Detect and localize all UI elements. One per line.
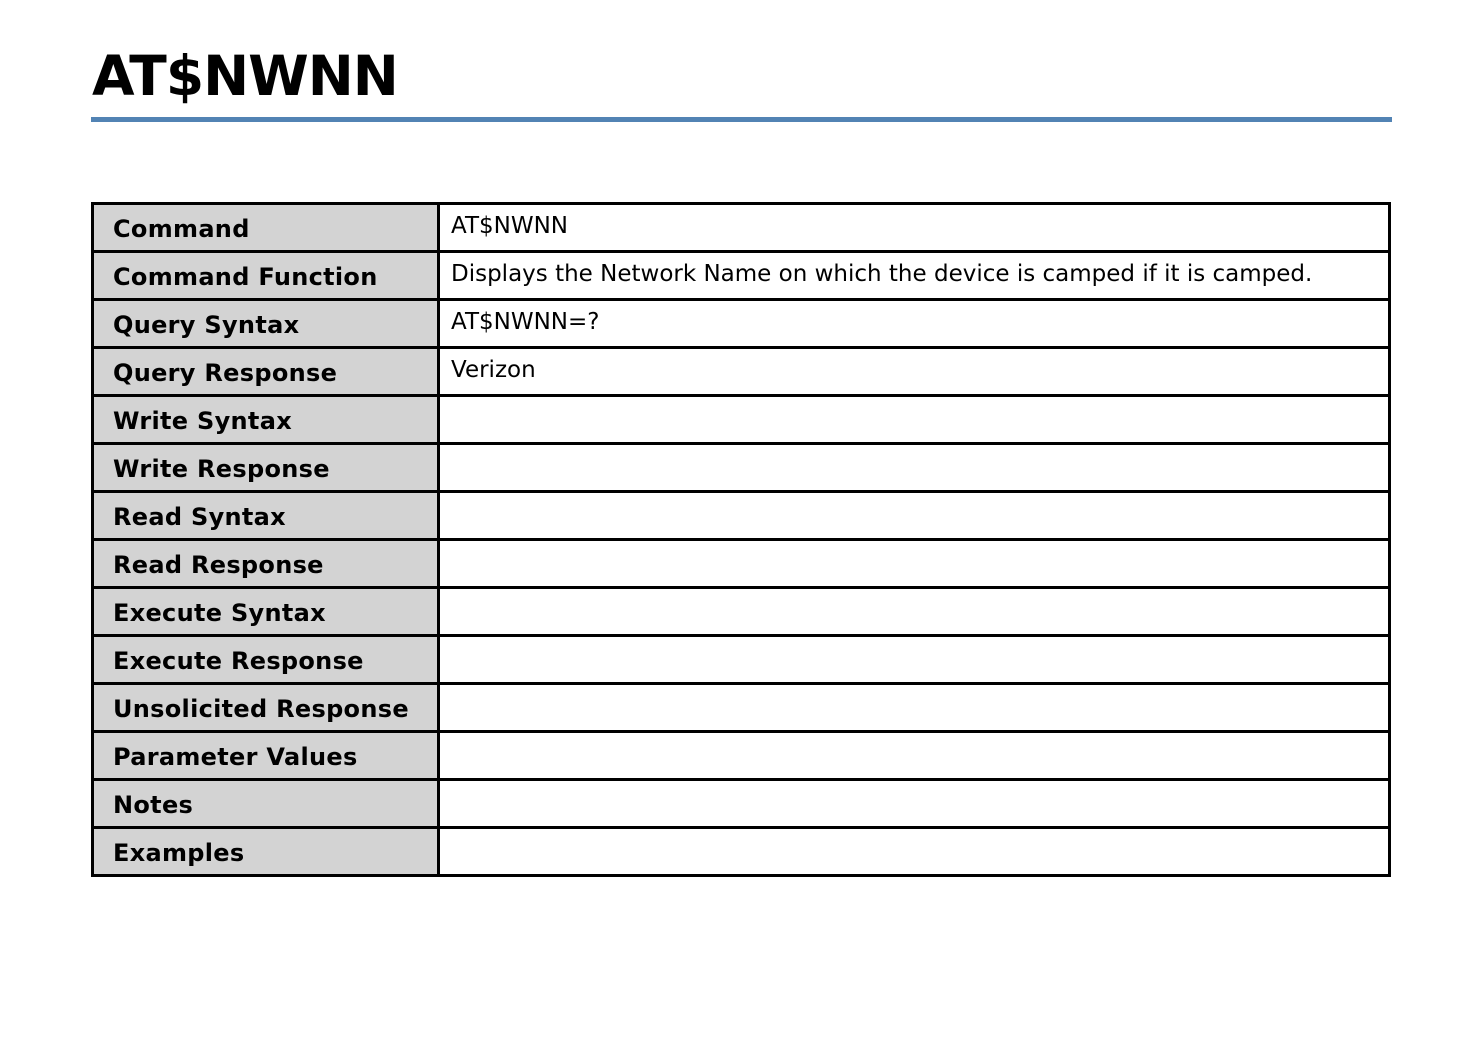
table-row	[93, 684, 1390, 732]
row-value-query-response: Verizon	[439, 348, 1390, 396]
row-label-query-response: Query Response	[93, 348, 439, 396]
table-row	[93, 492, 1390, 540]
row-value-unsolicited-response	[439, 684, 1390, 732]
row-value-execute-response	[439, 636, 1390, 684]
row-label-execute-response: Execute Response	[93, 636, 439, 684]
row-label-command-function: Command Function	[93, 252, 439, 300]
row-value-notes	[439, 780, 1390, 828]
row-label-parameter-values: Parameter Values	[93, 732, 439, 780]
row-value-read-syntax	[439, 492, 1390, 540]
row-label-query-syntax: Query Syntax	[93, 300, 439, 348]
table-row	[93, 636, 1390, 684]
row-label-execute-syntax: Execute Syntax	[93, 588, 439, 636]
row-value-write-syntax	[439, 396, 1390, 444]
row-value-write-response	[439, 444, 1390, 492]
table-row	[93, 540, 1390, 588]
title-divider	[91, 117, 1392, 122]
row-label-examples: Examples	[93, 828, 439, 876]
table-row	[93, 444, 1390, 492]
table-row	[93, 252, 1390, 300]
row-value-read-response	[439, 540, 1390, 588]
row-value-query-syntax: AT$NWNN=?	[439, 300, 1390, 348]
table-row	[93, 348, 1390, 396]
table-row	[93, 204, 1390, 252]
command-spec-table	[91, 202, 1391, 877]
row-label-read-syntax: Read Syntax	[93, 492, 439, 540]
row-value-execute-syntax	[439, 588, 1390, 636]
table-row	[93, 780, 1390, 828]
row-value-examples	[439, 828, 1390, 876]
row-label-command: Command	[93, 204, 439, 252]
table-row	[93, 396, 1390, 444]
table-row	[93, 300, 1390, 348]
row-label-unsolicited-response: Unsolicited Response	[93, 684, 439, 732]
row-label-write-syntax: Write Syntax	[93, 396, 439, 444]
row-value-parameter-values	[439, 732, 1390, 780]
table-row	[93, 588, 1390, 636]
row-label-read-response: Read Response	[93, 540, 439, 588]
page-title: AT$NWNN	[92, 44, 398, 108]
row-value-command-function: Displays the Network Name on which the device is camped if it is camped.	[439, 252, 1390, 300]
row-label-notes: Notes	[93, 780, 439, 828]
row-value-command: AT$NWNN	[439, 204, 1390, 252]
table-row	[93, 828, 1390, 876]
table-row	[93, 732, 1390, 780]
row-label-write-response: Write Response	[93, 444, 439, 492]
